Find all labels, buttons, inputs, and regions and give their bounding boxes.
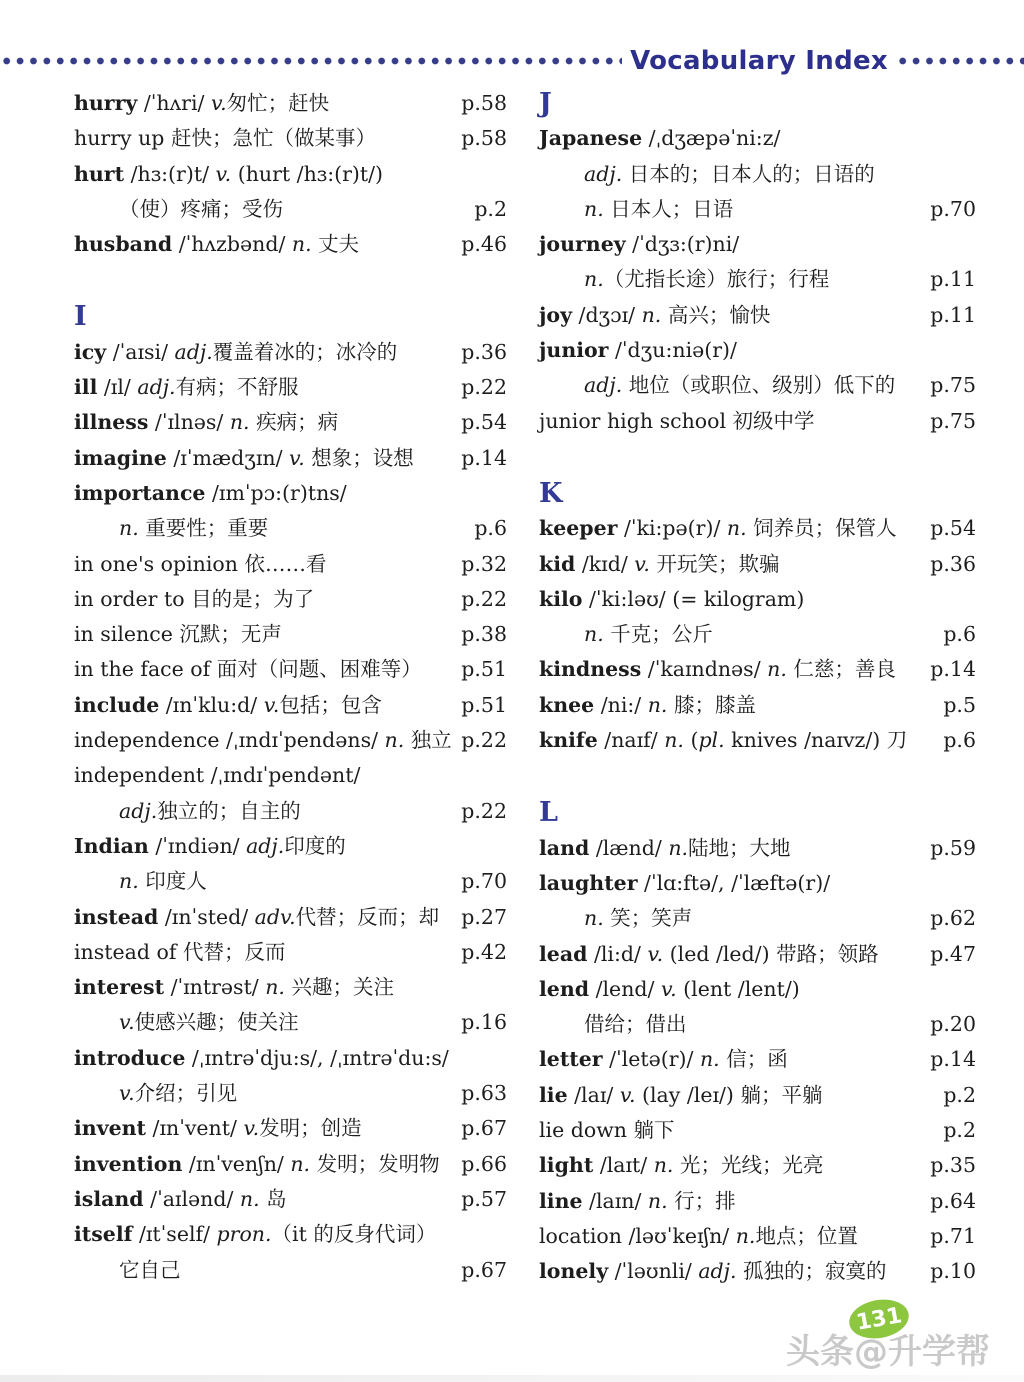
vocab-entry — [539, 121, 976, 156]
entry-text: light /laɪt/ n. 光；光线；光亮 — [539, 1153, 824, 1178]
entry-text: icy /ˈaɪsi/ adj.覆盖着冰的；冰冷的 — [74, 339, 398, 364]
entry-page-number: p.75 — [930, 373, 976, 398]
entry-text: hurry /ˈhʌri/ v.匆忙；赶快 — [74, 91, 330, 115]
entry-page-number: p.6 — [943, 728, 976, 753]
section-spacer — [539, 439, 976, 476]
entry-text: invention /ɪnˈvenʃn/ n. 发明；发明物 — [74, 1151, 440, 1176]
vocab-entry — [539, 688, 976, 723]
vocab-entry — [74, 900, 507, 935]
vocab-entry — [539, 1148, 976, 1183]
vocab-entry — [74, 935, 507, 970]
section-letter: L — [539, 797, 558, 829]
vocab-entry — [74, 227, 507, 262]
entry-text: adj. 日本的；日本人的；日语的 — [584, 161, 875, 186]
vocab-entry — [74, 1217, 507, 1252]
entry-text: interest /ˈɪntrəst/ n. 兴趣；关注 — [74, 975, 394, 1000]
entry-page-number: p.64 — [930, 1188, 976, 1213]
section-letter: K — [539, 477, 563, 509]
vocab-entry — [539, 333, 976, 368]
vocab-entry — [539, 831, 976, 866]
entry-page-number: p.62 — [930, 906, 976, 931]
vocab-entry — [74, 335, 507, 370]
entry-text: island /ˈaɪlənd/ n. 岛 — [74, 1186, 287, 1211]
vocab-entry — [74, 441, 507, 476]
vocab-entry — [539, 937, 976, 972]
vocab-entry — [74, 652, 507, 687]
entry-text: n.（尤指长途）旅行；行程 — [584, 267, 830, 292]
entry-text: illness /ˈɪlnəs/ n. 疾病；病 — [74, 410, 339, 435]
entry-page-number: p.36 — [930, 551, 976, 576]
vocab-entry — [539, 972, 976, 1007]
entry-text: in the face of 面对（问题、困难等） — [74, 657, 422, 682]
entry-text: n. 印度人 — [119, 869, 207, 894]
entry-text: n. 千克；公斤 — [584, 622, 713, 647]
entry-page-number: p.5 — [943, 692, 976, 717]
entry-text: letter /ˈletə(r)/ n. 信；函 — [539, 1047, 788, 1072]
entry-text: n. 笑；笑声 — [584, 906, 693, 931]
vocab-entry — [539, 617, 976, 652]
entry-page-number: p.36 — [461, 339, 507, 364]
scan-edge-shade — [0, 1375, 1024, 1382]
entry-text: lead /li:d/ v. (led /led/) 带路；领路 — [539, 941, 879, 966]
vocab-column-left — [74, 86, 507, 1288]
entry-text: in order to 目的是；为了 — [74, 586, 315, 611]
vocab-entry — [539, 298, 976, 333]
entry-page-number: p.58 — [461, 126, 507, 151]
entry-page-number: p.32 — [461, 551, 507, 576]
vocab-entry — [74, 864, 507, 899]
entry-text: Indian /ˈɪndiən/ adj.印度的 — [74, 833, 346, 858]
vocab-entry — [74, 1147, 507, 1182]
entry-text: （使）疼痛；受伤 — [119, 196, 283, 221]
entry-text: location /ləʊˈkeɪʃn/ n.地点；位置 — [539, 1223, 858, 1248]
entry-text: instead /ɪnˈsted/ adv.代替；反而；却 — [74, 904, 440, 929]
entry-page-number: p.54 — [930, 516, 976, 541]
vocab-entry — [539, 1078, 976, 1113]
vocab-entry — [74, 405, 507, 440]
vocab-entry — [539, 1042, 976, 1077]
entry-page-number: p.63 — [461, 1081, 507, 1106]
vocab-entry — [539, 901, 976, 936]
entry-text: land /lænd/ n.陆地；大地 — [539, 835, 791, 860]
entry-page-number: p.42 — [461, 939, 507, 964]
vocab-entry — [539, 1219, 976, 1254]
entry-text: joy /dʒɔɪ/ n. 高兴；愉快 — [539, 302, 771, 327]
vocab-entry — [539, 1184, 976, 1219]
entry-text: junior high school 初级中学 — [539, 408, 815, 433]
vocab-entry — [74, 758, 507, 793]
entry-text: lie /laɪ/ v. (lay /leɪ/) 躺；平躺 — [539, 1082, 823, 1107]
vocab-entry — [74, 476, 507, 511]
entry-page-number: p.22 — [461, 586, 507, 611]
dotted-line-right — [896, 57, 1024, 65]
vocab-entry — [74, 688, 507, 723]
entry-text: journey /ˈdʒɜ:(r)ni/ — [539, 232, 740, 257]
entry-page-number: p.2 — [943, 1118, 976, 1143]
section-spacer — [74, 262, 507, 299]
vocab-entry — [539, 547, 976, 582]
entry-page-number: p.27 — [461, 904, 507, 929]
entry-text: knee /ni:/ n. 膝；膝盖 — [539, 692, 756, 717]
entry-text: v.介绍；引见 — [119, 1081, 238, 1106]
entry-text: kilo /ˈki:ləʊ/ (= kilogram) — [539, 586, 805, 611]
vocab-entry — [539, 1007, 976, 1042]
vocab-entry — [539, 1113, 976, 1148]
vocab-entry — [539, 582, 976, 617]
entry-page-number: p.14 — [930, 657, 976, 682]
entry-text: independence /ˌɪndɪˈpendəns/ n. 独立 — [74, 728, 452, 753]
entry-page-number: p.67 — [461, 1116, 507, 1141]
vocab-entry — [74, 192, 507, 227]
entry-page-number: p.70 — [461, 869, 507, 894]
entry-text: Japanese /ˌdʒæpəˈni:z/ — [539, 126, 781, 151]
vocab-entry — [74, 121, 507, 156]
entry-text: n. 重要性；重要 — [119, 516, 269, 541]
entry-text: line /laɪn/ n. 行；排 — [539, 1188, 736, 1213]
section-spacer — [539, 758, 976, 795]
vocab-entry — [539, 866, 976, 901]
vocab-entry — [539, 227, 976, 262]
entry-page-number: p.51 — [461, 692, 507, 717]
entry-text: include /ɪnˈklu:d/ v.包括；包含 — [74, 692, 382, 717]
entry-text: imagine /ɪˈmædʒɪn/ v. 想象；设想 — [74, 445, 414, 470]
section-letter: I — [74, 301, 87, 333]
entry-page-number: p.54 — [461, 410, 507, 435]
vocab-entry — [74, 1182, 507, 1217]
vocab-entry — [539, 511, 976, 546]
vocab-entry — [539, 368, 976, 403]
vocab-entry — [539, 652, 976, 687]
entry-page-number: p.47 — [930, 941, 976, 966]
vocab-entry — [539, 1254, 976, 1289]
vocab-entry — [74, 617, 507, 652]
entry-text: lonely /ˈləʊnli/ adj. 孤独的；寂寞的 — [539, 1259, 887, 1284]
entry-text: lie down 躺下 — [539, 1118, 675, 1143]
vocab-entry — [74, 582, 507, 617]
vocab-column-right — [539, 86, 976, 1290]
header-rule — [0, 46, 1024, 76]
entry-page-number: p.11 — [930, 302, 976, 327]
vocab-entry — [74, 1111, 507, 1146]
entry-text: in one's opinion 依……看 — [74, 551, 327, 576]
entry-text: keeper /ˈki:pə(r)/ n. 饲养员；保管人 — [539, 516, 897, 541]
entry-page-number: p.59 — [930, 835, 976, 860]
entry-page-number: p.57 — [461, 1186, 507, 1211]
entry-page-number: p.71 — [930, 1223, 976, 1248]
entry-text: itself /ɪtˈself/ pron.（it 的反身代词） — [74, 1222, 437, 1247]
entry-page-number: p.58 — [461, 91, 507, 115]
entry-page-number: p.2 — [943, 1082, 976, 1107]
entry-text: kindness /ˈkaɪndnəs/ n. 仁慈；善良 — [539, 657, 896, 682]
vocab-entry — [539, 723, 976, 758]
entry-text: v.使感兴趣；使关注 — [119, 1010, 299, 1035]
entry-page-number: p.66 — [461, 1151, 507, 1176]
vocab-entry — [74, 547, 507, 582]
entry-page-number: p.10 — [930, 1259, 976, 1284]
entry-page-number: p.16 — [461, 1010, 507, 1035]
entry-text: knife /naɪf/ n. (pl. knives /naɪvz/) 刀 — [539, 728, 908, 753]
entry-text: n. 日本人；日语 — [584, 196, 734, 221]
vocab-entry — [74, 511, 507, 546]
entry-text: hurt /hɜ:(r)t/ v. (hurt /hɜ:(r)t/) — [74, 161, 384, 186]
dotted-line-left — [0, 57, 622, 65]
entry-text: in silence 沉默；无声 — [74, 622, 282, 647]
vocab-entry — [74, 1076, 507, 1111]
entry-page-number: p.22 — [461, 375, 507, 400]
entry-page-number: p.11 — [930, 267, 976, 292]
vocab-entry — [74, 829, 507, 864]
entry-page-number: p.35 — [930, 1153, 976, 1178]
vocab-entry — [74, 157, 507, 192]
vocab-entry — [74, 723, 507, 758]
vocab-entry — [539, 262, 976, 297]
vocab-entry — [74, 370, 507, 405]
vocab-entry — [74, 1005, 507, 1040]
entry-page-number: p.2 — [474, 196, 507, 221]
vocab-entry — [539, 192, 976, 227]
entry-text: independent /ˌɪndɪˈpendənt/ — [74, 763, 361, 788]
vocab-entry — [74, 1041, 507, 1076]
entry-text: 它自己 — [119, 1257, 181, 1282]
entry-text: invent /ɪnˈvent/ v.发明；创造 — [74, 1116, 362, 1141]
entry-text: hurry up 赶快；急忙（做某事） — [74, 126, 376, 151]
entry-page-number: p.70 — [930, 196, 976, 221]
entry-text: adj.独立的；自主的 — [119, 798, 301, 823]
page-number-badge: 131 — [846, 1295, 912, 1343]
entry-text: laughter /ˈlɑ:ftə/, /ˈlæftə(r)/ — [539, 870, 831, 895]
entry-page-number: p.51 — [461, 657, 507, 682]
entry-text: 借给；借出 — [584, 1012, 687, 1037]
entry-text: instead of 代替；反而 — [74, 939, 286, 964]
vocab-entry — [74, 970, 507, 1005]
entry-text: junior /ˈdʒu:niə(r)/ — [539, 338, 737, 363]
entry-text: ill /ɪl/ adj.有病；不舒服 — [74, 375, 299, 400]
vocab-entry — [74, 794, 507, 829]
entry-text: lend /lend/ v. (lent /lent/) — [539, 976, 800, 1001]
entry-page-number: p.6 — [943, 622, 976, 647]
page-title: Vocabulary Index — [630, 46, 888, 76]
entry-page-number: p.22 — [461, 798, 507, 823]
entry-page-number: p.14 — [930, 1047, 976, 1072]
entry-page-number: p.75 — [930, 408, 976, 433]
vocab-entry — [74, 86, 507, 121]
entry-text: adj. 地位（或职位、级别）低下的 — [584, 373, 896, 398]
section-letter: J — [539, 88, 552, 119]
entry-page-number: p.20 — [930, 1012, 976, 1037]
entry-page-number: p.46 — [461, 232, 507, 257]
entry-page-number: p.67 — [461, 1257, 507, 1282]
vocab-entry — [539, 157, 976, 192]
entry-text: introduce /ˌɪntrəˈdju:s/, /ˌɪntrəˈdu:s/ — [74, 1045, 449, 1070]
entry-text: importance /ɪmˈpɔ:(r)tns/ — [74, 480, 347, 505]
watermark: 头条@升学帮 — [786, 1332, 990, 1372]
entry-text: husband /ˈhʌzbənd/ n. 丈夫 — [74, 232, 360, 257]
entry-text: kid /kɪd/ v. 开玩笑；欺骗 — [539, 551, 780, 576]
entry-page-number: p.22 — [461, 728, 507, 753]
entry-page-number: p.14 — [461, 445, 507, 470]
vocab-entry — [74, 1253, 507, 1288]
entry-page-number: p.6 — [474, 516, 507, 541]
entry-page-number: p.38 — [461, 622, 507, 647]
vocab-entry — [539, 404, 976, 439]
